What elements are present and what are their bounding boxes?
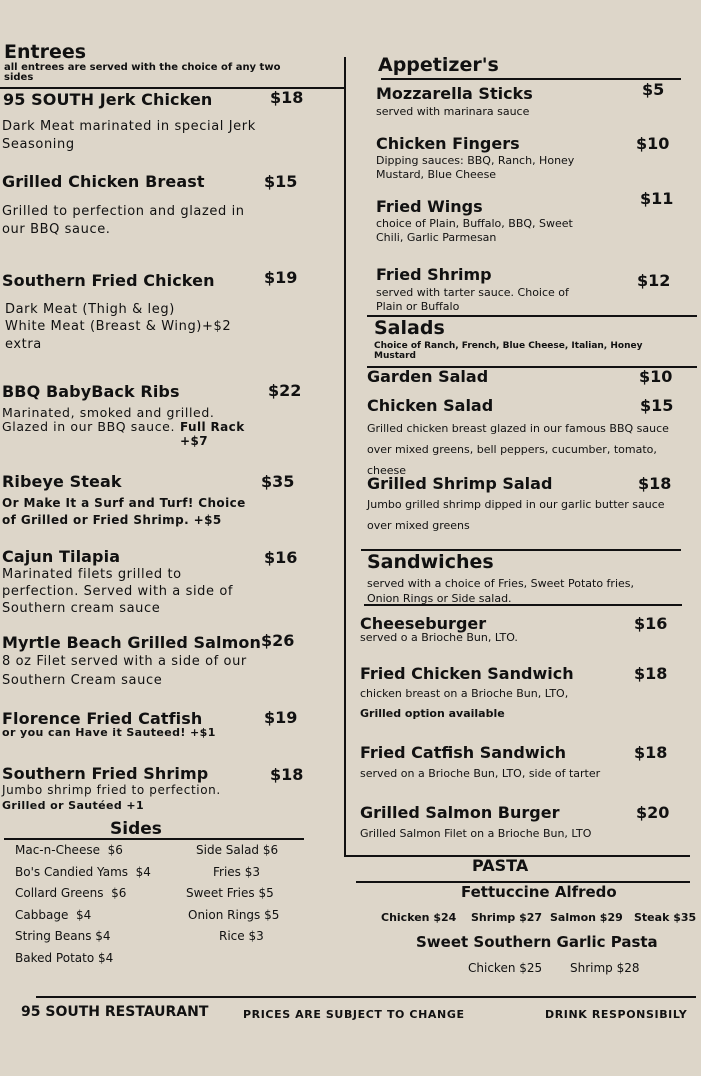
item-name: Garden Salad [367, 367, 489, 386]
pasta-dish-name: Fettuccine Alfredo [461, 883, 617, 901]
item-name: Fried Chicken Sandwich [360, 664, 574, 683]
item-name: Chicken Fingers [376, 134, 520, 153]
footer-rule [36, 996, 696, 998]
pasta-option: Chicken $24 [381, 911, 457, 924]
appetizers-title: Appetizer's [378, 54, 499, 76]
item-description: 8 oz Filet served with a side of our Southern Cream sauce [2, 654, 247, 688]
item-description: Grilled chicken breast glazed in our famous BBQ sauce over mixed greens, bell peppers, cucumber, tomato, cheese [367, 422, 669, 477]
item-description: Marinated filets grilled to perfection. Served with a side of Southern cream sauce [2, 567, 234, 616]
item-name: Ribeye Steak [2, 472, 122, 491]
side-item: Bo's Candied Yams $4 [15, 865, 151, 879]
item-name: Grilled Shrimp Salad [367, 474, 553, 493]
item-price: $26 [261, 631, 295, 650]
side-item: Onion Rings $5 [188, 908, 280, 922]
sandwiches-title: Sandwiches [367, 551, 494, 573]
item-name: Southern Fried Shrimp [2, 764, 209, 783]
item-price: $18 [270, 88, 304, 107]
appetizers-header-rule [381, 78, 681, 80]
item-price: $16 [634, 614, 668, 633]
item-description-extra: Grilled or Sautéed +1 [2, 799, 145, 812]
item-name: Fried Wings [376, 197, 483, 216]
item-price: $22 [268, 381, 302, 400]
item-name: Mozzarella Sticks [376, 84, 533, 103]
side-item: String Beans $4 [15, 929, 111, 943]
item-name: Grilled Chicken Breast [2, 172, 205, 191]
salads-subtitle: Choice of Ranch, French, Blue Cheese, Italian, Honey Mustard [374, 341, 643, 361]
item-description: Or Make It a Surf and Turf! Choice of Grilled or Fried Shrimp. +$5 [2, 496, 246, 527]
item-name: Southern Fried Chicken [2, 271, 215, 290]
item-description: Dark Meat (Thigh & leg) [5, 302, 175, 317]
item-price: $18 [270, 765, 304, 784]
item-price: $20 [636, 803, 670, 822]
item-description: Grilled Salmon Filet on a Brioche Bun, LTO [360, 827, 592, 840]
pasta-option: Steak $35 [634, 911, 697, 924]
item-price: $5 [642, 80, 665, 99]
column-divider [344, 57, 346, 856]
side-item: Fries $3 [213, 865, 261, 879]
item-description: chicken breast on a Brioche Bun, LTO, [360, 687, 569, 700]
item-price: $18 [638, 474, 672, 493]
item-description: Dark Meat marinated in special Jerk Seasoning [2, 119, 256, 152]
item-name: Myrtle Beach Grilled Salmon [2, 633, 261, 652]
salads-title: Salads [374, 317, 445, 339]
item-description-bold: Full Rack +$7 [180, 420, 245, 448]
item-name: 95 SOUTH Jerk Chicken [3, 90, 213, 109]
item-price: $35 [261, 472, 295, 491]
item-price: $19 [264, 268, 298, 287]
restaurant-name: 95 SOUTH RESTAURANT [21, 1004, 209, 1020]
side-item: Cabbage $4 [15, 908, 92, 922]
pasta-dish-name: Sweet Southern Garlic Pasta [416, 933, 658, 951]
price-notice: PRICES ARE SUBJECT TO CHANGE [243, 1008, 465, 1021]
item-description-extra: White Meat (Breast & Wing)+$2 extra [5, 319, 232, 352]
entrees-title: Entrees [4, 41, 87, 63]
side-item: Rice $3 [219, 929, 264, 943]
item-name: BBQ BabyBack Ribs [2, 382, 180, 401]
item-price: $18 [634, 664, 668, 683]
item-description: served with marinara sauce [376, 105, 530, 118]
item-name: Grilled Salmon Burger [360, 803, 560, 822]
pasta-option: Salmon $29 [550, 911, 623, 924]
item-price: $12 [637, 271, 671, 290]
item-description: served on a Brioche Bun, LTO, side of tarter [360, 767, 601, 780]
item-description: Grilled to perfection and glazed in our BBQ sauce. [2, 204, 245, 237]
item-price: $19 [264, 708, 298, 727]
item-name: Cheeseburger [360, 614, 487, 633]
entrees-subtitle: all entrees are served with the choice of any two sides [4, 62, 281, 83]
sandwiches-subtitle: served with a choice of Fries, Sweet Potato fries, Onion Rings or Side salad. [367, 577, 634, 605]
side-item: Side Salad $6 [196, 843, 279, 857]
item-price: $10 [639, 367, 673, 386]
item-description: served with tarter sauce. Choice of Plain or Buffalo [376, 286, 569, 313]
item-price: $15 [264, 172, 298, 191]
item-price: $15 [640, 396, 674, 415]
side-item: Mac-n-Cheese $6 [15, 843, 123, 857]
pasta-option: Shrimp $28 [570, 961, 640, 975]
pasta-option: Chicken $25 [468, 961, 543, 975]
item-price: $11 [640, 189, 674, 208]
item-price: $10 [636, 134, 670, 153]
sides-title: Sides [110, 819, 162, 839]
item-name: Fried Catfish Sandwich [360, 743, 566, 762]
item-description: Jumbo grilled shrimp dipped in our garlic butter sauce over mixed greens [367, 498, 665, 532]
item-name: Cajun Tilapia [2, 547, 121, 566]
item-name: Chicken Salad [367, 396, 494, 415]
pasta-title: PASTA [472, 856, 529, 875]
side-item: Collard Greens $6 [15, 886, 127, 900]
item-description: Marinated, smoked and grilled. Glazed in our BBQ sauce. [2, 405, 215, 434]
item-description: or you can Have it Sauteed! +$1 [2, 726, 216, 739]
pasta-option: Shrimp $27 [471, 911, 543, 924]
side-item: Baked Potato $4 [15, 951, 114, 965]
item-price: $16 [264, 548, 298, 567]
item-description: Dipping sauces: BBQ, Ranch, Honey Mustard, Blue Cheese [376, 154, 575, 181]
item-name: Florence Fried Catfish [2, 709, 203, 728]
drink-notice: DRINK RESPONSIBILY [545, 1008, 688, 1021]
item-description-extra: Grilled option available [360, 707, 505, 720]
item-description: choice of Plain, Buffalo, BBQ, Sweet Chili, Garlic Parmesan [376, 217, 573, 244]
item-description: served o a Brioche Bun, LTO. [360, 631, 518, 644]
item-description: Jumbo shrimp fried to perfection. [2, 783, 221, 797]
item-price: $18 [634, 743, 668, 762]
item-name: Fried Shrimp [376, 265, 492, 284]
side-item: Sweet Fries $5 [186, 886, 274, 900]
